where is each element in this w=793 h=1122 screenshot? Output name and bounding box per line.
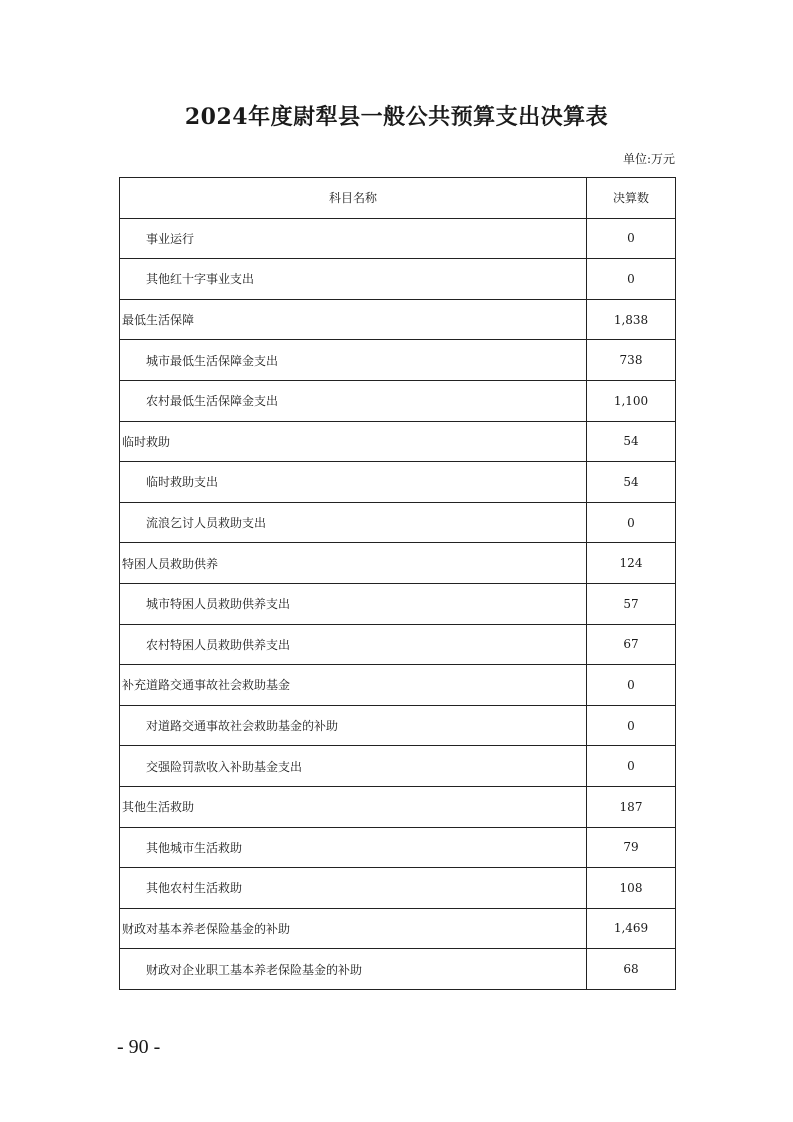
row-item-value: 0	[587, 259, 676, 300]
table-row	[120, 502, 676, 543]
row-item-value: 0	[587, 665, 676, 706]
row-item-name: 事业运行	[120, 218, 587, 259]
row-item-value: 79	[587, 827, 676, 868]
table-row	[120, 340, 676, 381]
column-header-name: 科目名称	[120, 178, 587, 219]
row-item-value: 1,100	[587, 380, 676, 421]
row-item-name: 财政对企业职工基本养老保险基金的补助	[120, 949, 587, 990]
row-item-value: 54	[587, 462, 676, 503]
column-header-value: 决算数	[587, 178, 676, 219]
row-item-value: 67	[587, 624, 676, 665]
row-item-value: 57	[587, 583, 676, 624]
page-number: - 90 -	[117, 1036, 161, 1058]
table-row	[120, 868, 676, 909]
table-row	[120, 786, 676, 827]
table-row	[120, 543, 676, 584]
table-body	[120, 218, 676, 989]
row-item-name: 补充道路交通事故社会救助基金	[120, 665, 587, 706]
row-item-value: 0	[587, 705, 676, 746]
row-item-value: 1,469	[587, 908, 676, 949]
table-row	[120, 949, 676, 990]
row-item-value: 1,838	[587, 299, 676, 340]
row-item-value: 0	[587, 218, 676, 259]
row-item-name: 特困人员救助供养	[120, 543, 587, 584]
table-row	[120, 583, 676, 624]
row-item-name: 流浪乞讨人员救助支出	[120, 502, 587, 543]
row-item-value: 124	[587, 543, 676, 584]
row-item-value: 0	[587, 746, 676, 787]
table-row	[120, 462, 676, 503]
row-item-name: 农村特困人员救助供养支出	[120, 624, 587, 665]
table-row	[120, 421, 676, 462]
row-item-value: 108	[587, 868, 676, 909]
row-item-name: 最低生活保障	[120, 299, 587, 340]
table-header-row	[120, 178, 676, 219]
budget-table	[119, 177, 676, 990]
row-item-value: 0	[587, 502, 676, 543]
row-item-value: 187	[587, 786, 676, 827]
row-item-value: 54	[587, 421, 676, 462]
table-row	[120, 259, 676, 300]
table-row	[120, 705, 676, 746]
table-row	[120, 624, 676, 665]
table-row	[120, 665, 676, 706]
row-item-name: 其他农村生活救助	[120, 868, 587, 909]
table-row	[120, 908, 676, 949]
row-item-name: 其他生活救助	[120, 786, 587, 827]
row-item-name: 临时救助	[120, 421, 587, 462]
table-row	[120, 380, 676, 421]
row-item-value: 738	[587, 340, 676, 381]
table-row	[120, 746, 676, 787]
unit-label: 单位:万元	[622, 152, 675, 166]
table-row	[120, 827, 676, 868]
row-item-name: 农村最低生活保障金支出	[120, 380, 587, 421]
row-item-value: 68	[587, 949, 676, 990]
row-item-name: 其他红十字事业支出	[120, 259, 587, 300]
row-item-name: 临时救助支出	[120, 462, 587, 503]
row-item-name: 财政对基本养老保险基金的补助	[120, 908, 587, 949]
table-row	[120, 299, 676, 340]
page-title: 2024年度尉犁县一般公共预算支出决算表	[184, 104, 609, 130]
table-row	[120, 218, 676, 259]
row-item-name: 其他城市生活救助	[120, 827, 587, 868]
row-item-name: 城市特困人员救助供养支出	[120, 583, 587, 624]
row-item-name: 城市最低生活保障金支出	[120, 340, 587, 381]
row-item-name: 对道路交通事故社会救助基金的补助	[120, 705, 587, 746]
row-item-name: 交强险罚款收入补助基金支出	[120, 746, 587, 787]
